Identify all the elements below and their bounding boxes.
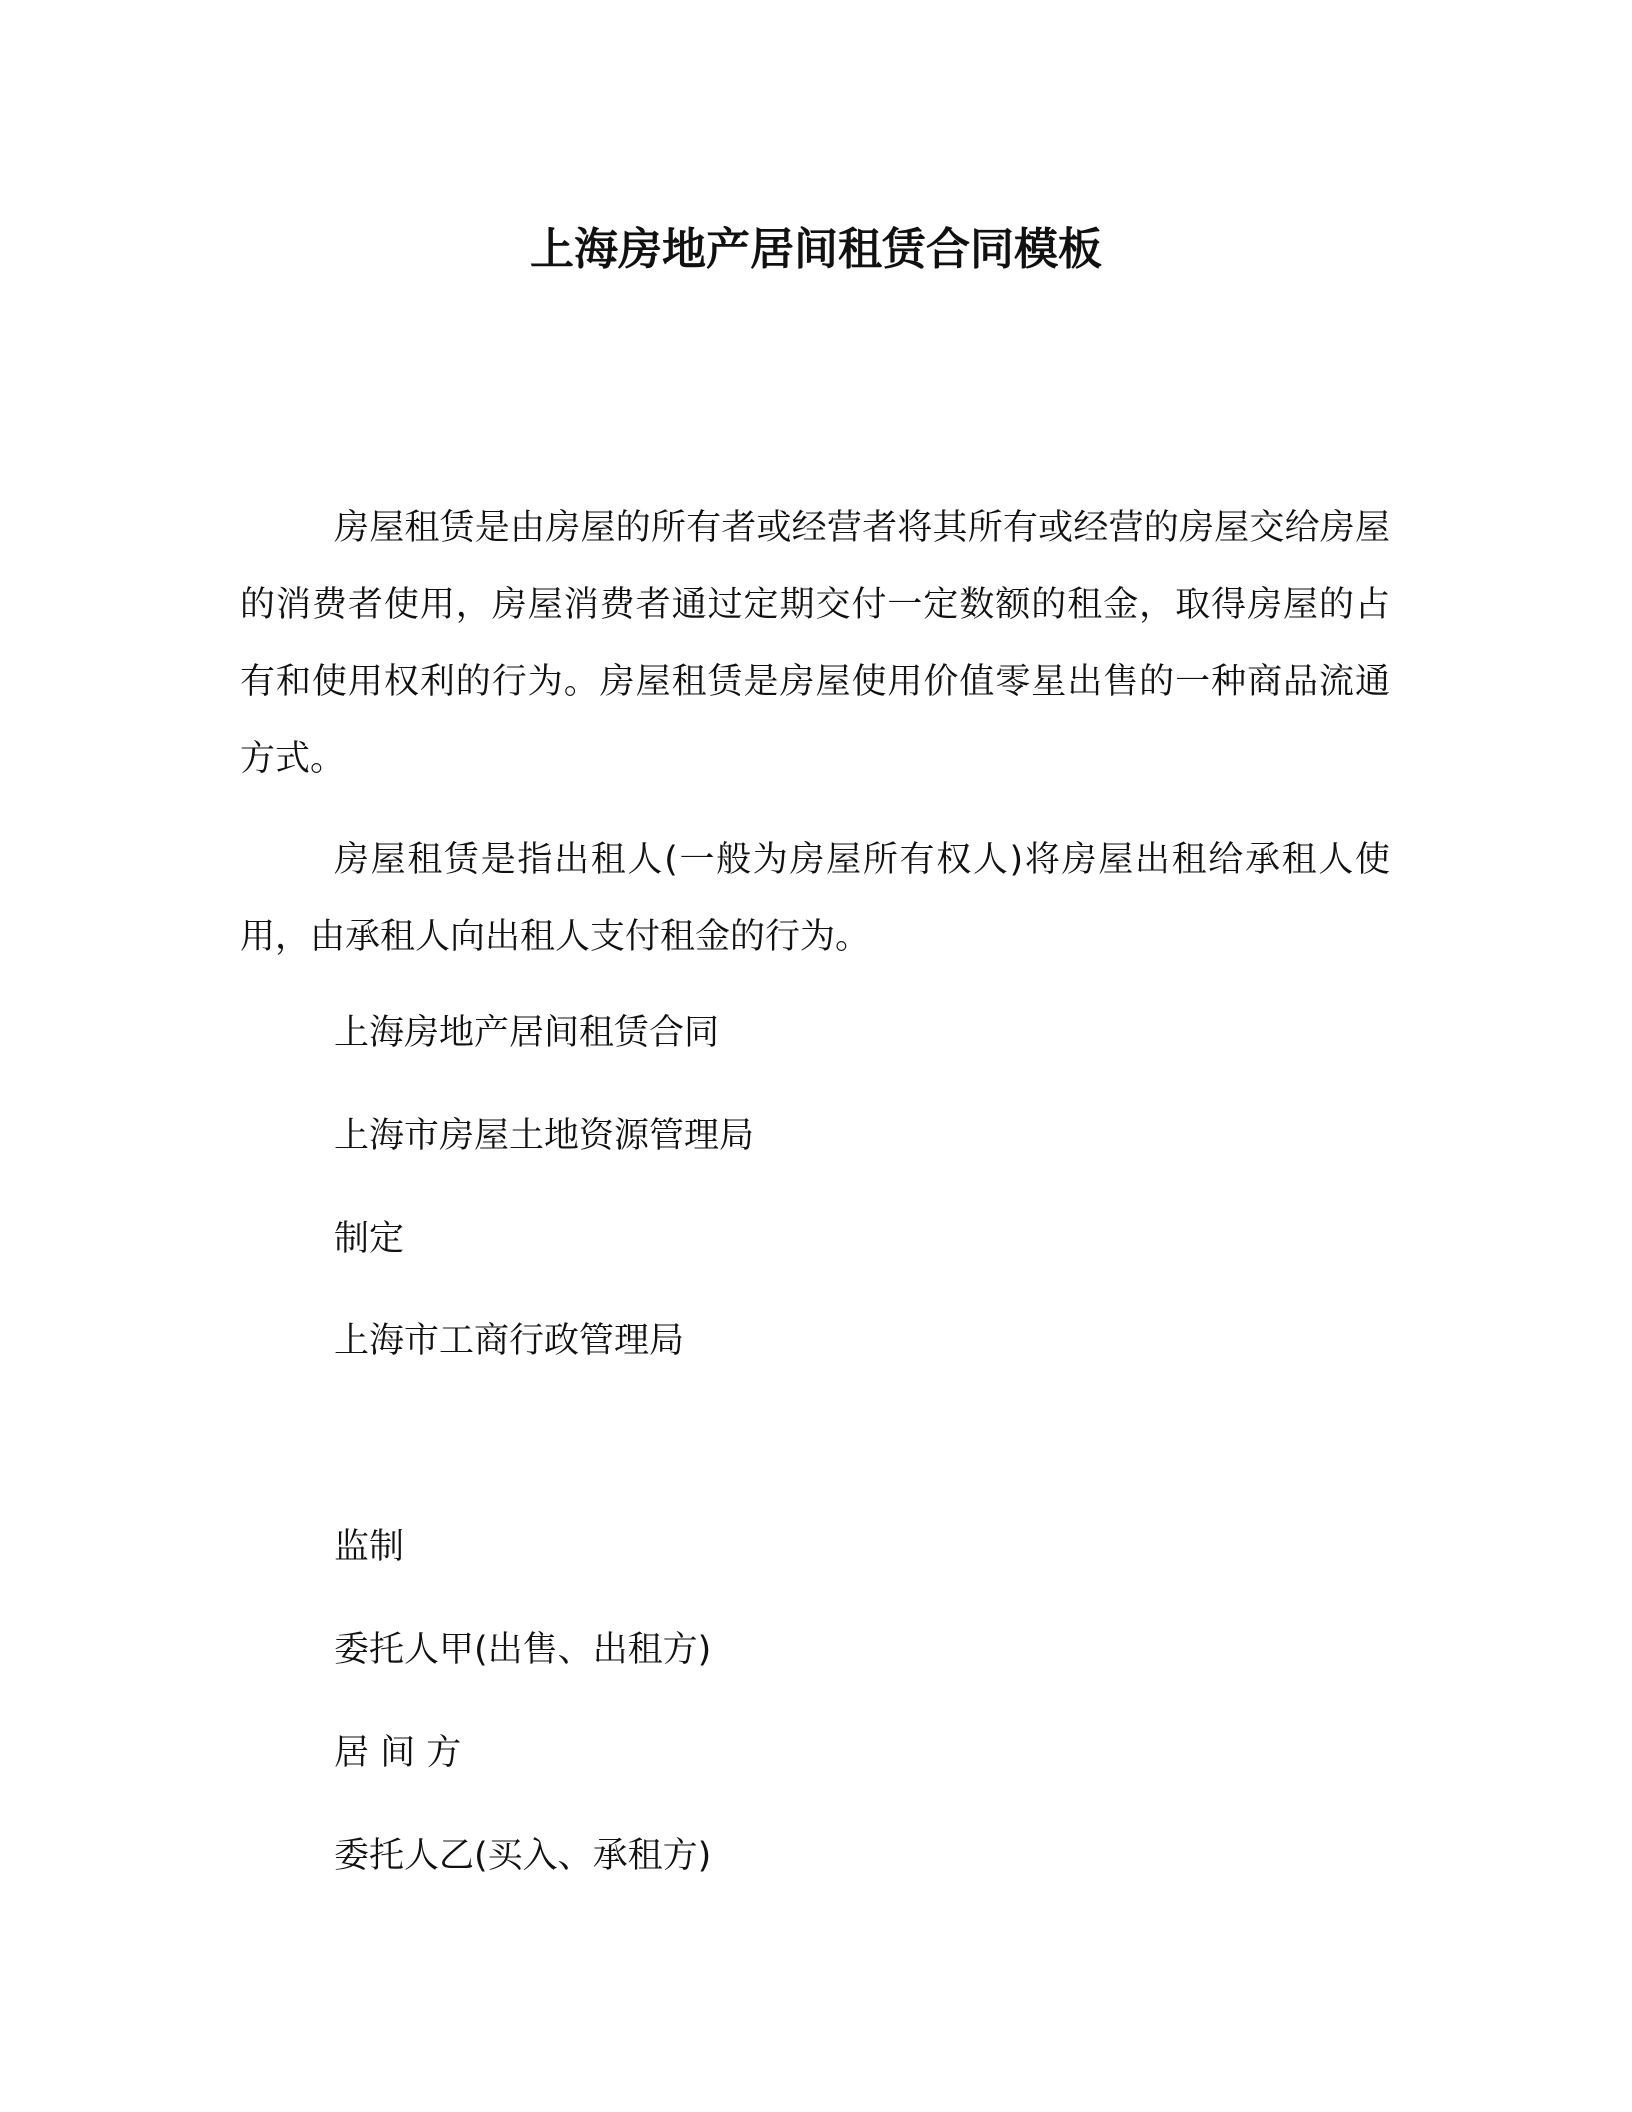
intro-paragraph-2: 房屋租赁是指出租人(一般为房屋所有权人)将房屋出租给承租人使用，由承租人向出租人支付租金的行为。 — [240, 840, 1390, 957]
intro-paragraph-1: 房屋租赁是由房屋的所有者或经营者将其所有或经营的房屋交给房屋的消费者使用，房屋消费者通过定期交付一定数额的租金，取得房屋的占有和使用权利的行为。房屋租赁是房屋使用价值零星出售的一种商品流通方式。 — [240, 508, 1390, 779]
intermediary-line: 居 间 方 — [334, 1733, 462, 1773]
issuer-line-2: 上海市工商行政管理局 — [334, 1321, 685, 1361]
supervised-line: 监制 — [334, 1527, 405, 1567]
party-b-line: 委托人乙(买入、承租方) — [334, 1836, 712, 1876]
issuer-line-1: 上海市房屋土地资源管理局 — [334, 1116, 755, 1156]
document-title: 上海房地产居间租赁合同模板 — [530, 224, 1102, 275]
party-a-line: 委托人甲(出售、出租方) — [334, 1630, 712, 1670]
contract-name-line: 上海房地产居间租赁合同 — [334, 1013, 720, 1053]
issued-line: 制定 — [334, 1219, 405, 1259]
